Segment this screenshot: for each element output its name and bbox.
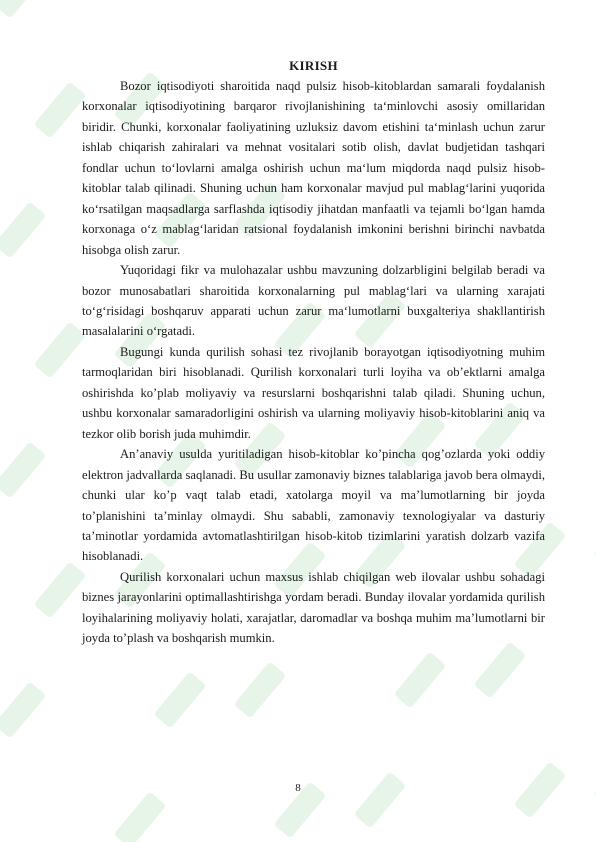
watermark-mark [234,661,287,718]
watermark-mark [0,201,46,258]
watermark-mark [154,671,207,728]
paragraph-3: Bugungi kunda qurilish sohasi tez rivojlanib borayotgan iqtisodiyotning muhim tarmoqlaridan biri hisoblanadi. Qurilish korxonalari turli loyiha va ob’ektlarni amalga oshirishda ko’plab moliyaviy va resurslarni boshqarishni talab qiladi. Shuning uchun, ushbu korxonalar samaradorligini oshirish va ularning moliyaviy hisob-kitoblarini aniq va tezkor olib borish juda muhimdir. [82,344,545,441]
watermark-mark [354,771,407,828]
watermark-mark [0,0,46,19]
page-number: 8 [295,782,301,794]
paragraph-4: An’anaviy usulda yuritiladigan hisob-kitoblar ko’pincha qog’ozlarda yoki oddiy elektron jadvallarda saqlanadi. Bu usullar zamonaviy biznes talablariga javob bera olmaydi, chunki ular ko’p vaqt talab etadi, xatolarga moyil va ma’lumotlarning bir joyda to’planishini ta’minlay olmaydi. Shu sababli, zamonaviy texnologiyalar va dasturiy ta’minotlar yordamida avtomatlashtirilgan hisob-kitob tizimlarini yaratish dolzarb vazifa hisoblanadi. [82,447,546,564]
document-page [82,56,545,649]
watermark-mark [0,681,46,738]
paragraph-1: Bozor iqtisodiyoti sharoitida naqd pulsiz hisob-kitoblardan samarali foydalanish korxonalar iqtisodiyotining barqaror rivojlanishining ta‘minlovchi asosiy omillaridan biridir. Chunki, korxonalar faoliyatining uzluksiz davom etishini ta‘minlash uchun zarur ishlab chiqarish zahiralari va mehnat vositalari sotib olish, davlat budjetidan tashqari fondlar uchun to‘lovlarni amalga oshirish uchun ma‘lum miqdorda naqd pulsiz hisob-kitoblar talab qilinadi. Shuning uchun ham korxonalar mavjud pul mablag‘larini yuqorida ko‘rsatilgan maqsadlarga sarflashda iqtisodiy jihatdan manfaatli va tejamli bo‘lgan hamda korxonaga o‘z mablag‘laridan ratsional foydalanish imkonini berishni birinchi navbatda hisobga olish zarur. [82,79,545,257]
watermark-mark [114,791,167,842]
watermark-mark [394,651,447,708]
watermark-mark [34,321,87,378]
watermark-mark [0,441,46,498]
paragraph-5: Qurilish korxonalari uchun maxsus ishlab chiqilgan web ilovalar ushbu sohadagi biznes jarayonlarini optimallashtirishga yordam beradi. Bunday ilovalar yordamida qurilish loyihalarining moliyaviy holati, xarajatlar, daromadlar va boshqa muhim ma’lumotlarni bir joyda to’plash va boshqarish mumkin. [82,569,545,646]
watermark-mark [34,81,87,138]
watermark-mark [474,641,527,698]
page-title: KIRISH [289,58,338,73]
paragraph-2: Yuqoridagi fikr va mulohazalar ushbu mavzuning dolzarbligini belgilab beradi va bozor munosabatlari sharoitida korxonalarning pul mablag‘lari va ularning xarajati to‘g‘risidagi boshqaruv apparati uchun zarur ma‘lumotlarni buxgalteriya shakllantirish masalalarini o‘rgatadi. [82,263,545,339]
watermark-mark [34,561,87,618]
